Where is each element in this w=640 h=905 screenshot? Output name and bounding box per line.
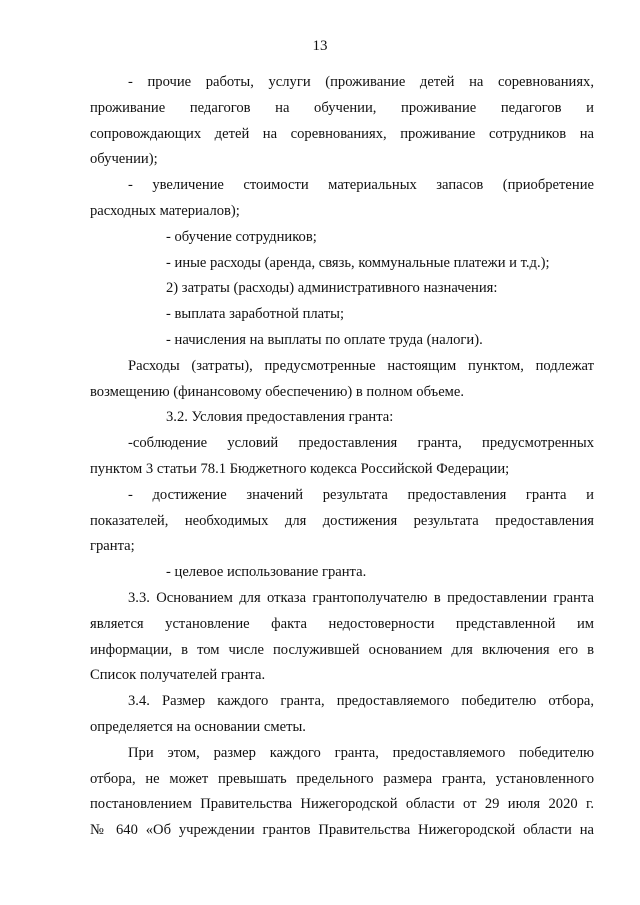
- paragraph: [90, 251, 594, 277]
- text-line: является установление факта недостоверности представленной им: [90, 615, 594, 632]
- text-line: - начисления на выплаты по оплате труда (налоги).: [166, 331, 483, 348]
- text-line: 3.2. Условия предоставления гранта:: [166, 409, 394, 426]
- paragraph: [90, 405, 594, 431]
- paragraph: [90, 328, 594, 354]
- text-line: № 640 «Об учреждении грантов Правительства Нижегородской области на: [90, 822, 594, 839]
- text-line: возмещению (финансовому обеспечению) в полном объеме.: [90, 383, 465, 400]
- text-line: гранта;: [90, 538, 135, 555]
- text-line: -соблюдение условий предоставления гранта, предусмотренных: [128, 435, 594, 452]
- paragraph: [90, 225, 594, 251]
- text-line: отбора, не может превышать предельного размера гранта, установленного: [90, 770, 594, 787]
- paragraph: [90, 560, 594, 586]
- paragraph: [90, 276, 594, 302]
- text-line: информации, в том числе послужившей основанием для включения его в: [90, 641, 594, 658]
- text-line: - иные расходы (аренда, связь, коммунальные платежи и т.д.);: [166, 254, 550, 271]
- text-line: расходных материалов);: [90, 202, 240, 219]
- paragraph: [90, 70, 594, 173]
- text-line: - обучение сотрудников;: [166, 228, 317, 245]
- text-line: - увеличение стоимости материальных запасов (приобретение: [128, 177, 594, 194]
- paragraph: [90, 741, 594, 844]
- paragraph: [90, 483, 594, 560]
- text-line: - достижение значений результата предоставления гранта и: [128, 486, 594, 503]
- text-line: пунктом 3 статьи 78.1 Бюджетного кодекса Российской Федерации;: [90, 460, 510, 477]
- paragraph: [90, 302, 594, 328]
- paragraph: [90, 431, 594, 483]
- paragraph: [90, 173, 594, 225]
- text-line: обучении);: [90, 151, 158, 168]
- document-body: [90, 70, 594, 844]
- text-line: определяется на основании сметы.: [90, 718, 306, 735]
- paragraph: [90, 354, 594, 406]
- text-line: При этом, размер каждого гранта, предоставляемого победителю: [128, 744, 594, 761]
- text-line: Список получателей гранта.: [90, 667, 266, 684]
- text-line: 3.4. Размер каждого гранта, предоставляемого победителю отбора,: [128, 693, 594, 710]
- text-line: проживание педагогов на обучении, проживание педагогов и: [90, 99, 594, 116]
- text-line: сопровождающих детей на соревнованиях, проживание сотрудников на: [90, 125, 594, 142]
- text-line: - целевое использование гранта.: [166, 564, 367, 581]
- text-line: Расходы (затраты), предусмотренные настоящим пунктом, подлежат: [128, 357, 594, 374]
- text-line: показателей, необходимых для достижения результата предоставления: [90, 512, 594, 529]
- text-line: - выплата заработной платы;: [166, 306, 344, 323]
- paragraph: [90, 586, 594, 689]
- text-line: 3.3. Основанием для отказа грантополучателю в предоставлении гранта: [128, 589, 594, 606]
- text-line: постановлением Правительства Нижегородской области от 29 июля 2020 г.: [90, 796, 594, 813]
- text-line: 2) затраты (расходы) административного назначения:: [166, 280, 498, 297]
- page-number: 13: [312, 38, 328, 54]
- text-line: - прочие работы, услуги (проживание детей на соревнованиях,: [128, 74, 594, 90]
- paragraph: [90, 689, 594, 741]
